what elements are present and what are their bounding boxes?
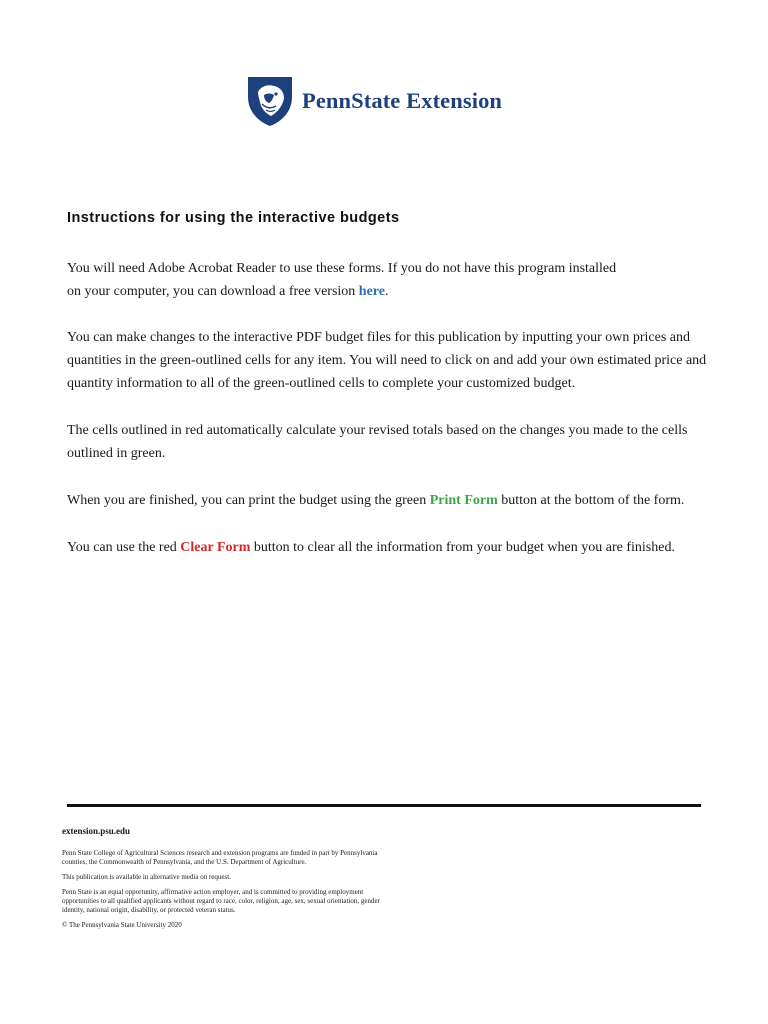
print-form-label: Print Form: [429, 493, 498, 508]
footer-url: extension.psu.edu: [62, 826, 131, 836]
p3-text: The cells outlined in red automatically calculate your revised totals based on the changes you made to the cells outlined in green.: [67, 423, 688, 461]
brand-name: PennState Extension: [302, 88, 503, 113]
p5-post: button to clear all the information from your budget when you are finished.: [250, 540, 675, 555]
nittany-lion-shield-icon: [246, 75, 294, 127]
paragraph-red-cells: [67, 419, 717, 465]
paragraph-clear-form: [67, 536, 717, 559]
clear-form-label: Clear Form: [180, 540, 251, 555]
footer-alt-media: This publication is available in alternative media on request.: [62, 873, 231, 881]
p2-text: You can make changes to the interactive PDF budget files for this publication by inputting your own prices and quantities in the green-outlined cells for any item. You will need to click on and add your own estimated price and quantity information to all of the green-outlined cells to complete your customized budget.: [67, 330, 707, 391]
penn-state-extension-logo: [246, 75, 502, 127]
footer-divider: [67, 804, 701, 807]
footer-funding: Penn State College of Agricultural Sciences research and extension programs are funded in part by Pennsylvania counties, the Commonwealth of Pennsylvania, and the U.S. Department of Agriculture.: [62, 849, 378, 866]
p1-line2-post: .: [384, 284, 389, 299]
footer-equal-opportunity: Penn State is an equal opportunity, affirmative action employer, and is committed to providing employment opportunities to all qualified applicants without regard to race, color, religion, age, sex, sexual orientation, gender identity, national origin, disability, or protected veteran status.: [62, 888, 380, 914]
paragraph-acrobat: [67, 257, 717, 303]
p1-line2-pre: on your computer, you can download a free version: [67, 284, 359, 299]
paragraph-green-cells: [67, 326, 717, 395]
footer: [62, 826, 392, 936]
download-link[interactable]: here: [358, 284, 385, 299]
footer-copyright: © The Pennsylvania State University 2020: [62, 921, 182, 929]
p5-pre: You can use the red: [67, 540, 181, 555]
p4-post: button at the bottom of the form.: [497, 493, 685, 508]
page-title: Instructions for using the interactive budgets: [67, 210, 400, 226]
p4-pre: When you are finished, you can print the budget using the green: [67, 493, 430, 508]
paragraph-print-form: [67, 489, 717, 512]
p1-line1: You will need Adobe Acrobat Reader to use these forms. If you do not have this program installed: [67, 261, 617, 276]
